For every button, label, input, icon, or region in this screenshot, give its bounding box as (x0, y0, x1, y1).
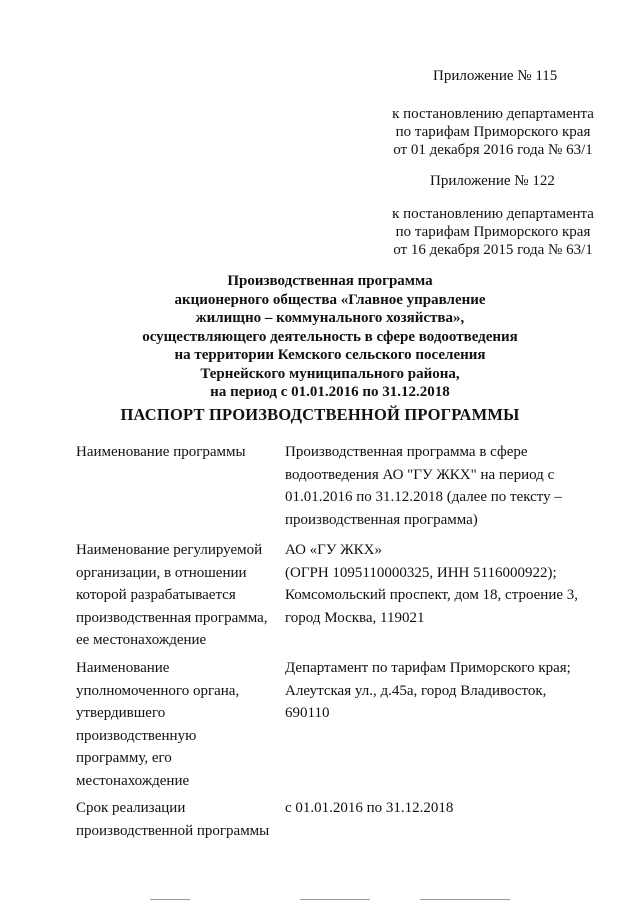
scan-artifact-line (300, 899, 370, 900)
passport-row-label-program-name (76, 441, 281, 464)
appendix-115-line: к постановлению департамента (392, 106, 594, 122)
label-line: Наименование программы (76, 444, 246, 460)
label-line: утвердившего (76, 705, 166, 721)
scan-artifact-line (150, 899, 190, 900)
appendix-115-line: от 01 декабря 2016 года № 63/1 (393, 142, 593, 158)
label-line: ее местонахождение (76, 632, 207, 648)
heading-line: акционерного общества «Главное управление (174, 291, 486, 308)
label-line: производственную (76, 727, 197, 744)
appendix-115-reference (388, 105, 598, 159)
value-line: Комсомольский проспект, дом 18, строение 3, (285, 587, 579, 603)
value-line: город Москва, 119021 (285, 609, 425, 626)
heading-line: осуществляющего деятельность в сфере водоотведения (142, 328, 518, 345)
passport-row-value-organization (285, 539, 595, 629)
label-line: Наименование регулируемой (76, 542, 263, 558)
value-line: производственная программа) (285, 511, 478, 528)
heading-line: Производственная программа (227, 273, 433, 289)
label-line: организации, в отношении (76, 564, 247, 581)
label-line: уполномоченного органа, (76, 682, 240, 699)
label-line: Срок реализации (76, 800, 186, 816)
label-line: программу, его (76, 750, 172, 766)
appendix-115-line: по тарифам Приморского края (395, 124, 591, 140)
passport-title: ПАСПОРТ ПРОИЗВОДСТВЕННОЙ ПРОГРАММЫ (120, 405, 520, 424)
value-line: Департамент по тарифам Приморского края; (285, 660, 571, 676)
appendix-122-reference (388, 205, 598, 259)
value-line: водоотведения АО "ГУ ЖКХ" на период с (285, 466, 555, 483)
value-line: 690110 (285, 705, 330, 721)
passport-row-value-period (285, 797, 595, 820)
scan-artifact-line (420, 899, 510, 900)
label-line: Наименование (76, 660, 170, 676)
value-line: Алеутская ул., д.45а, город Владивосток, (285, 682, 547, 699)
heading-line: жилищно – коммунального хозяйства», (195, 310, 465, 326)
value-line: Производственная программа в сфере (285, 444, 528, 460)
label-line: которой разрабатывается (76, 587, 236, 603)
value-line: (ОГРН 1095110000325, ИНН 5116000922); (285, 564, 557, 581)
appendix-122-line: от 16 декабря 2015 года № 63/1 (393, 242, 593, 258)
label-line: производственной программы (76, 822, 270, 839)
appendix-122-line: по тарифам Приморского края (395, 224, 591, 240)
value-line: 01.01.2016 по 31.12.2018 (далее по тексту – (285, 489, 562, 505)
heading-line: на период с 01.01.2016 по 31.12.2018 (210, 384, 450, 400)
value-line: с 01.01.2016 по 31.12.2018 (285, 800, 454, 816)
passport-row-label-authority (76, 657, 281, 792)
label-line: производственная программа, (76, 609, 268, 626)
program-heading (60, 272, 600, 402)
appendix-115-title: Приложение № 115 (433, 68, 558, 84)
heading-line: на территории Кемского сельского поселения (174, 347, 486, 363)
appendix-122-title: Приложение № 122 (430, 173, 555, 189)
heading-line: Тернейского муниципального района, (200, 365, 460, 382)
passport-row-value-authority (285, 657, 595, 725)
value-line: АО «ГУ ЖКХ» (285, 542, 382, 558)
label-line: местонахождение (76, 772, 190, 789)
passport-row-value-program-name (285, 441, 595, 531)
passport-row-label-period (76, 797, 281, 842)
appendix-122-line: к постановлению департамента (392, 206, 594, 222)
passport-row-label-organization (76, 539, 281, 652)
